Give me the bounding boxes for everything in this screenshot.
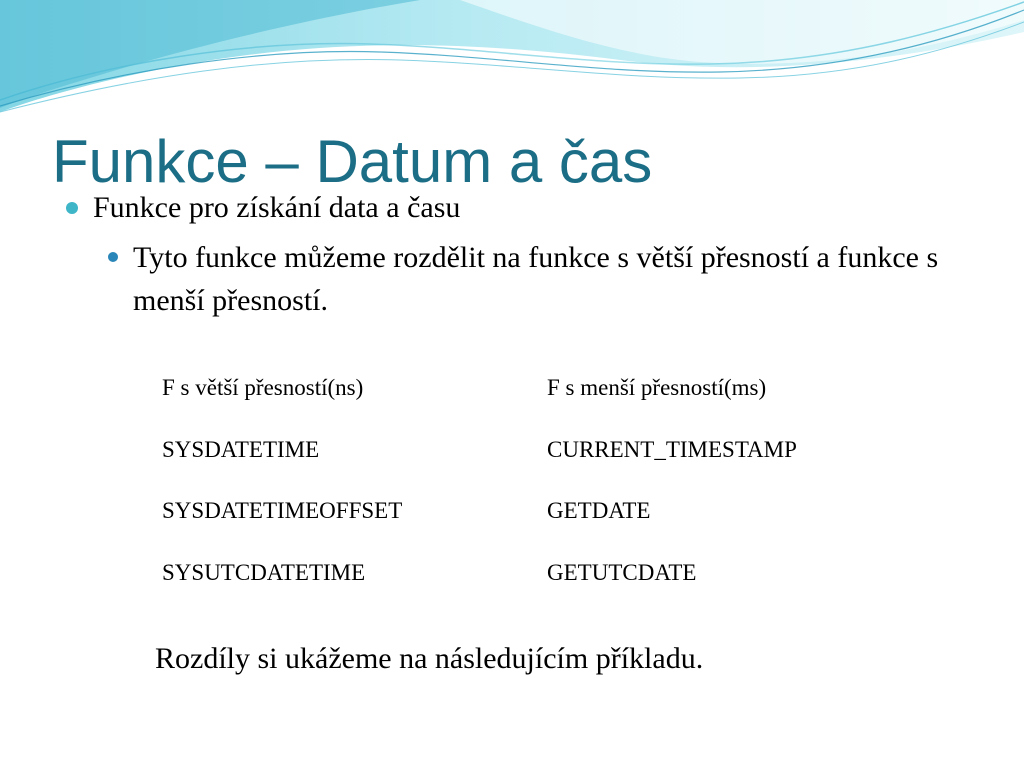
table-cell: SYSDATETIMEOFFSET [162,498,403,523]
table-header-low-precision: F s menší přesností(ms) [547,375,767,400]
table-cell: CURRENT_TIMESTAMP [547,436,797,462]
table-cell: SYSDATETIME [162,436,320,462]
footer-text: Rozdíly si ukážeme na následujícím příkladu. [155,642,704,675]
table-cell: GETDATE [547,498,651,523]
bullet-level2-text: Tyto funkce můžeme rozdělit na funkce s větší přesností a funkce s menší přesností. [133,241,939,317]
table-cell: SYSUTCDATETIME [162,559,366,585]
table-header-high-precision: F s větší přesností(ns) [162,375,364,400]
table-cell: GETUTCDATE [547,559,697,585]
bullet-level1-text: Funkce pro získání data a času [93,191,461,224]
bullet-dot-icon [66,202,78,214]
slide-title: Funkce – Datum a čas [52,128,653,195]
bullet-dot-icon [108,252,118,262]
wave-decoration [0,0,1024,140]
